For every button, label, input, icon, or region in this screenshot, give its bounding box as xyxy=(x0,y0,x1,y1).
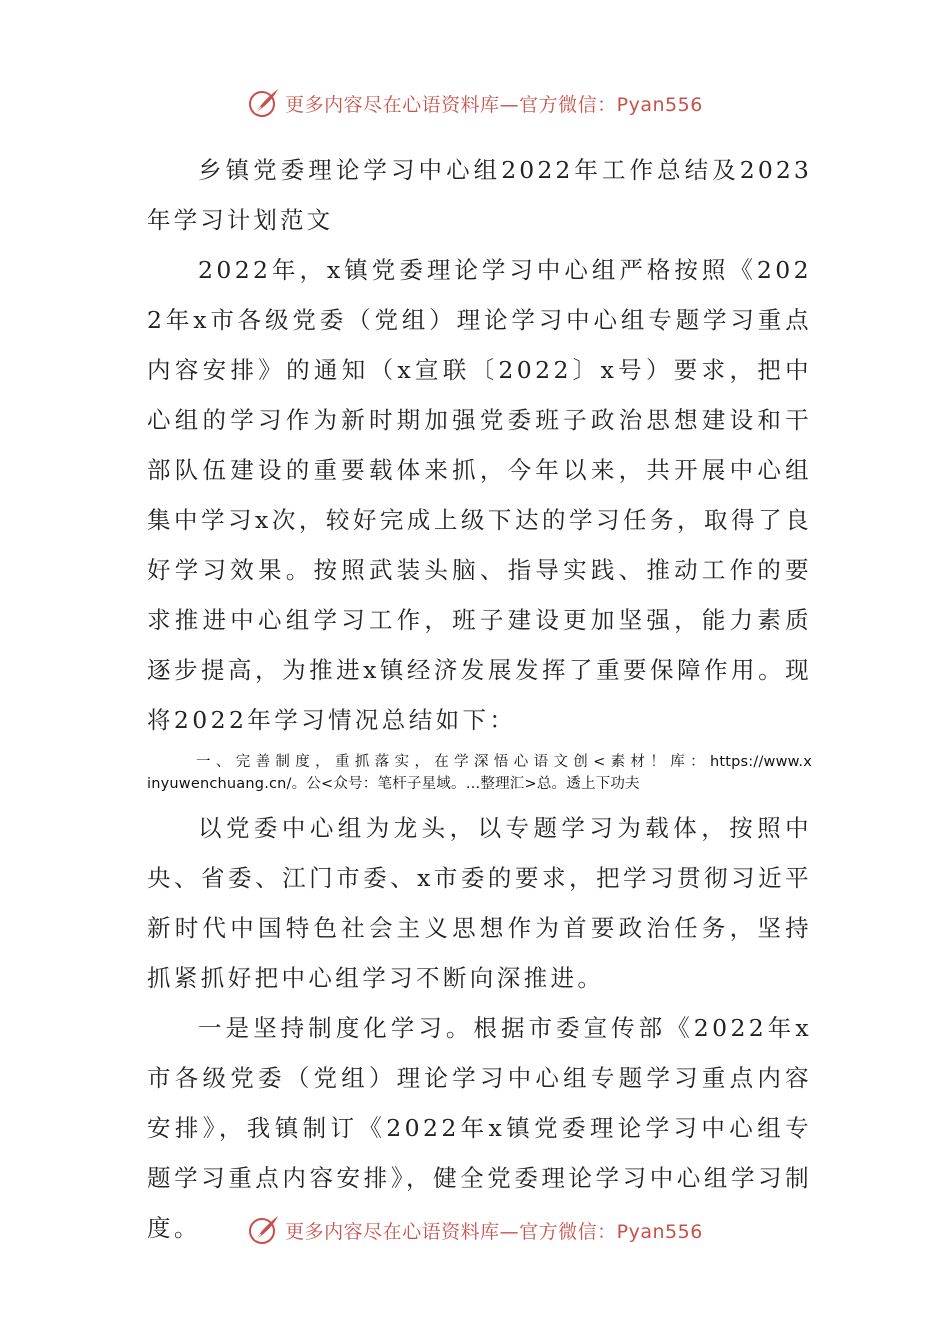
quill-pen-logo-icon xyxy=(247,1213,281,1247)
document-title: 乡镇党委理论学习中心组2022年工作总结及2023年学习计划范文 xyxy=(147,156,812,234)
document-body xyxy=(147,145,812,1253)
header-watermark-banner xyxy=(0,83,950,123)
intro-paragraph: 2022年，x镇党委理论学习中心组严格按照《2022年x市各级党委（党组）理论学习中心组专题学习重点内容安排》的通知（x宣联〔2022〕x号）要求，把中心组的学习作为新时期加强党委班子政治思想建设和干部队伍建设的重要载体来抓，今年以来，共开展中心组集中学习x次，较好完成上级下达的学习任务，取得了良好学习效果。按照武装头脑、指导实践、推动工作的要求推进中心组学习工作，班子建设更加坚强，能力素质逐步提高，为推进x镇经济发展发挥了重要保障作用。现将2022年学习情况总结如下： xyxy=(147,256,812,734)
banner-text: 更多内容尽在心语资料库—官方微信：Pyan556 xyxy=(285,1220,703,1243)
footer-watermark-banner xyxy=(0,1210,950,1250)
section-heading-1 xyxy=(147,751,812,795)
quill-pen-logo-icon xyxy=(247,86,281,120)
body-paragraph-3: 一是坚持制度化学习。根据市委宣传部《2022年x市各级党委（党组）理论学习中心组专题学习重点内容安排》，我镇制订《2022年x镇党委理论学习中心组专题学习重点内容安排》，健全党委理论学习中心组学习制度。 xyxy=(147,1014,812,1242)
body-paragraph-2: 以党委中心组为龙头，以专题学习为载体，按照中央、省委、江门市委、x市委的要求，把学习贯彻习近平新时代中国特色社会主义思想作为首要政治任务，坚持抓紧抓好把中心组学习不断向深推进。 xyxy=(147,814,812,992)
section-heading-1-part-a: 一、完善制度，重抓落实，在学深悟心语文创<素材！库： xyxy=(196,754,710,770)
section-heading-1-part-b: https://www.xinyuwenchuang.cn/。公<众号：笔杆子星域。…整理汇>总。透上下功夫 xyxy=(147,754,812,792)
banner-text: 更多内容尽在心语资料库—官方微信：Pyan556 xyxy=(285,93,703,116)
